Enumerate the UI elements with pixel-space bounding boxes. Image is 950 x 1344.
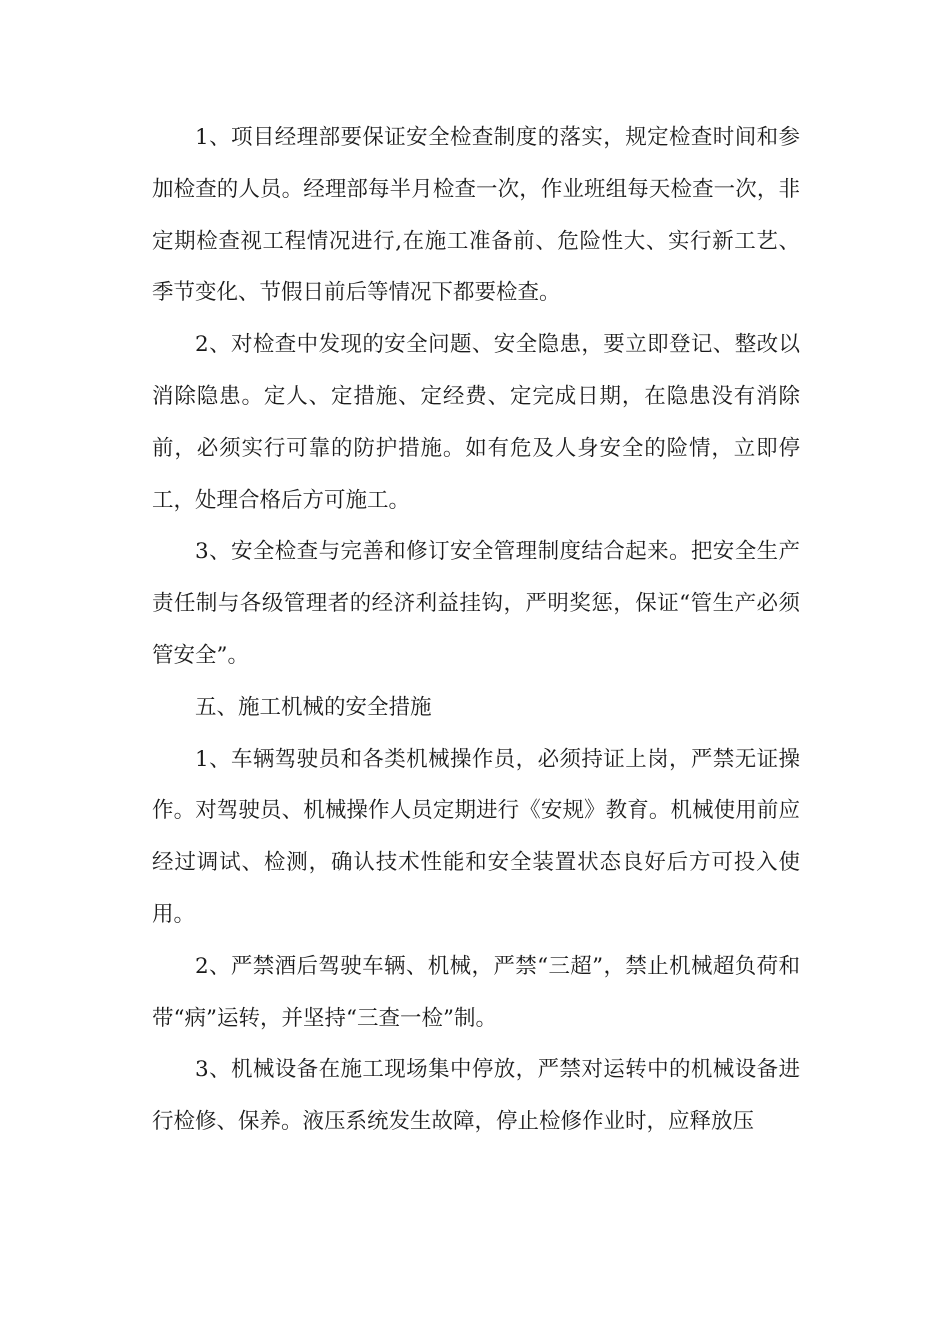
- document-body: [152, 112, 800, 1148]
- paragraph-inspection-schedule: 1、项目经理部要保证安全检查制度的落实，规定检查时间和参加检查的人员。经理部每半月检查一次，作业班组每天检查一次，非定期检查视工程情况进行,在施工准备前、危险性大、实行新工艺、季节变化、节假日前后等情况下都要检查。: [152, 125, 800, 306]
- paragraph-drunk-driving-ban: 2、严禁酒后驾驶车辆、机械，严禁“三超”，禁止机械超负荷和带“病”运转，并坚持“三查一检”制。: [152, 953, 800, 1031]
- paragraph-equipment-parking: 3、机械设备在施工现场集中停放，严禁对运转中的机械设备进行检修、保养。液压系统发生故障，停止检修作业时，应释放压: [152, 1057, 800, 1135]
- section-heading: 五、施工机械的安全措施: [195, 694, 432, 720]
- paragraph-management-system: 3、安全检查与完善和修订安全管理制度结合起来。把安全生产责任制与各级管理者的经济利益挂钩，严明奖惩，保证“管生产必须管安全”。: [152, 539, 800, 668]
- paragraph-operator-certification: 1、车辆驾驶员和各类机械操作员，必须持证上岗，严禁无证操作。对驾驶员、机械操作人员定期进行《安规》教育。机械使用前应经过调试、检测，确认技术性能和安全装置状态良好后方可投入使用。: [152, 746, 800, 927]
- paragraph-hazard-rectification: 2、对检查中发现的安全问题、安全隐患，要立即登记、整改以消除隐患。定人、定措施、定经费、定完成日期，在隐患没有消除前，必须实行可靠的防护措施。如有危及人身安全的险情，立即停工，处理合格后方可施工。: [152, 332, 800, 513]
